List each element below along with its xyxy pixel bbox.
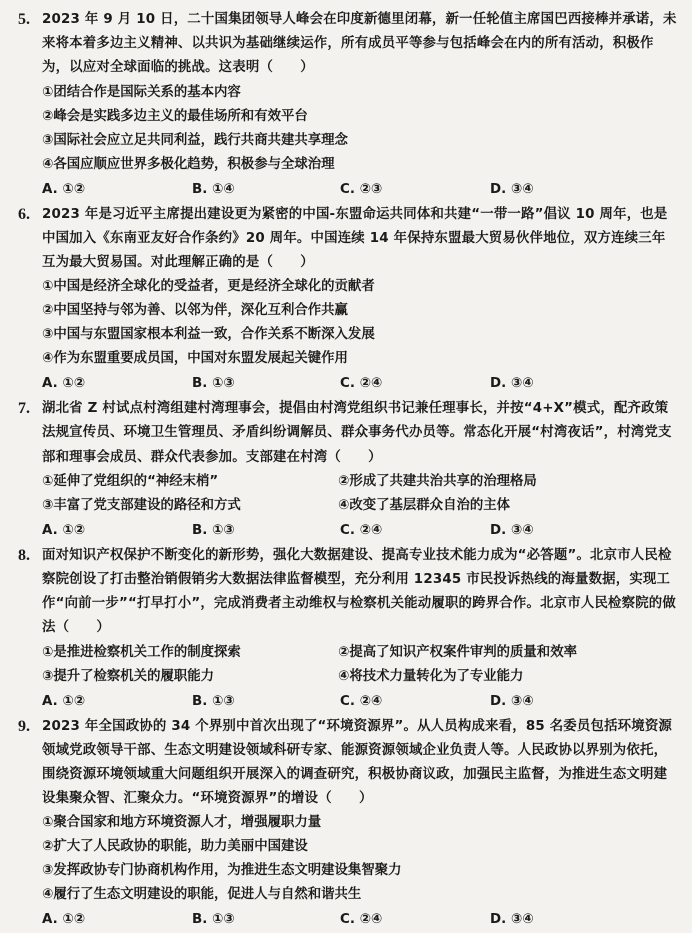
- question-stem: 湖北省 Z 村试点村湾组建村湾理事会，提倡由村湾党组织书记兼任理事长，并按“4+X”模式，配齐政策法规宣传员、环境卫生管理员、矛盾纠纷调解员、群众事务代办员等。常态化开展“村湾夜话”，村湾党支部和理事会成员、群众代表参加。支部建在村湾（ ）: [42, 401, 672, 465]
- option-statement: ③发挥政协专门协商机构作用，为推进生态文明建设集智聚力: [42, 863, 402, 879]
- option-statement: ①聚合国家和地方环境资源人才，增强履职力量: [42, 815, 322, 831]
- option-statement: ①延伸了党组织的“神经末梢”: [42, 473, 219, 489]
- answer-choice-a[interactable]: A. ①②: [42, 912, 86, 928]
- question-number: 6.: [18, 205, 30, 223]
- answer-choice-d[interactable]: D. ③④: [490, 376, 534, 392]
- question-stem: 2023 年 9 月 10 日，二十国集团领导人峰会在印度新德里闭幕，新一任轮值主席国巴西接棒并承诺，未来将本着多边主义精神、以共识为基础继续运作，所有成员平等参与包括峰会在内的所有活动，积极作为，以应对全球面临的挑战。这表明（ ）: [42, 12, 677, 76]
- question-6: [18, 203, 678, 398]
- answer-choice-c[interactable]: C. ②④: [340, 693, 383, 709]
- question-stem: 面对知识产权保护不断变化的新形势，强化大数据建设、提高专业技术能力成为“必答题”。北京市人民检察院创设了打击整治销假销劣大数据法律监督模型，充分利用 12345 市民投诉热线的海量数据，实现工作“向前一步”“打早打小”，完成消费者主动维权与检察机关能动履职的跨界合作。北京市人民检察院的做法（ ）: [42, 547, 676, 636]
- question-7: [18, 397, 678, 544]
- answer-choices: [26, 689, 678, 715]
- option-statement: ④将技术力量转化为了专业能力: [338, 668, 524, 684]
- option-statement: ②形成了共建共治共享的治理格局: [338, 473, 537, 489]
- answer-choices: [26, 907, 678, 933]
- answer-choice-a[interactable]: A. ①②: [42, 376, 86, 392]
- question-5: [18, 8, 678, 203]
- answer-choice-a[interactable]: A. ①②: [42, 693, 86, 709]
- answer-choice-c[interactable]: C. ②③: [340, 181, 383, 197]
- option-statement: ④履行了生态文明建设的职能，促进人与自然和谐共生: [42, 887, 362, 903]
- answer-choice-b[interactable]: B. ①③: [192, 693, 235, 709]
- option-row: [26, 470, 678, 494]
- option-row: [26, 641, 678, 665]
- option-statement: ②峰会是实践多边主义的最佳场所和有效平台: [42, 108, 308, 124]
- option-statement: ③提升了检察机关的履职能力: [42, 668, 215, 684]
- question-8: [18, 544, 678, 715]
- option-statement: ③国际社会应立足共同利益，践行共商共建共享理念: [42, 132, 348, 148]
- answer-choice-b[interactable]: B. ①③: [192, 912, 235, 928]
- answer-choice-c[interactable]: C. ②④: [340, 522, 383, 538]
- answer-choice-d[interactable]: D. ③④: [490, 693, 534, 709]
- answer-choice-b[interactable]: B. ①④: [192, 181, 235, 197]
- option-row: [26, 665, 678, 689]
- question-9: [18, 715, 678, 933]
- option-statement: ③丰富了党支部建设的路径和方式: [42, 497, 241, 513]
- option-statement: ①是推进检察机关工作的制度探索: [42, 644, 241, 660]
- question-number: 7.: [18, 400, 30, 418]
- option-statement: ②提高了知识产权案件审判的质量和效率: [338, 644, 577, 660]
- option-statement: ②扩大了人民政协的职能，助力美丽中国建设: [42, 839, 308, 855]
- answer-choices: [26, 371, 678, 397]
- question-number: 9.: [18, 717, 30, 735]
- answer-choice-c[interactable]: C. ②④: [340, 376, 383, 392]
- question-stem: 2023 年是习近平主席提出建设更为紧密的中国-东盟命运共同体和共建“一带一路”倡议 10 周年，也是中国加入《东南亚友好合作条约》20 周年。中国连续 14 年保持东盟最大贸易伙伴地位，双方连续三年互为最大贸易国。对此理解正确的是（ ）: [42, 206, 668, 271]
- option-statement: ④作为东盟重要成员国，中国对东盟发展起关键作用: [42, 351, 348, 367]
- answer-choice-d[interactable]: D. ③④: [490, 181, 534, 197]
- answer-choice-d[interactable]: D. ③④: [490, 912, 534, 928]
- answer-choices: [26, 518, 678, 544]
- option-statement: ④改变了基层群众自治的主体: [338, 497, 511, 513]
- option-statement: ②中国坚持与邻为善、以邻为伴，深化互利合作共赢: [42, 303, 348, 319]
- option-statement: ③中国与东盟国家根本利益一致，合作关系不断深入发展: [42, 327, 375, 343]
- answer-choice-b[interactable]: B. ①③: [192, 376, 235, 392]
- answer-choices: [26, 177, 678, 203]
- question-number: 5.: [18, 11, 30, 28]
- question-stem: 2023 年全国政协的 34 个界别中首次出现了“环境资源界”。从人员构成来看，85 名委员包括环境资源领域党政领导干部、生态文明建设领域科研专家、能源资源领域企业负责人等。人民政协以界别为依托，围绕资源环境领域重大问题组织开展深入的调查研究，积极协商议政，加强民主监督，为推进生态文明建设集聚众智、汇聚众力。“环境资源界”的增设（ ）: [42, 718, 673, 807]
- option-statement: ①中国是经济全球化的受益者，更是经济全球化的贡献者: [42, 279, 375, 295]
- question-number: 8.: [18, 546, 30, 564]
- answer-choice-a[interactable]: A. ①②: [42, 181, 86, 197]
- answer-choice-b[interactable]: B. ①③: [192, 522, 235, 538]
- option-row: [26, 494, 678, 518]
- option-statement: ①团结合作是国际关系的基本内容: [42, 84, 241, 100]
- answer-choice-d[interactable]: D. ③④: [490, 522, 534, 538]
- answer-choice-a[interactable]: A. ①②: [42, 522, 86, 538]
- option-statement: ④各国应顺应世界多极化趋势，积极参与全球治理: [42, 156, 335, 172]
- answer-choice-c[interactable]: C. ②④: [340, 912, 383, 928]
